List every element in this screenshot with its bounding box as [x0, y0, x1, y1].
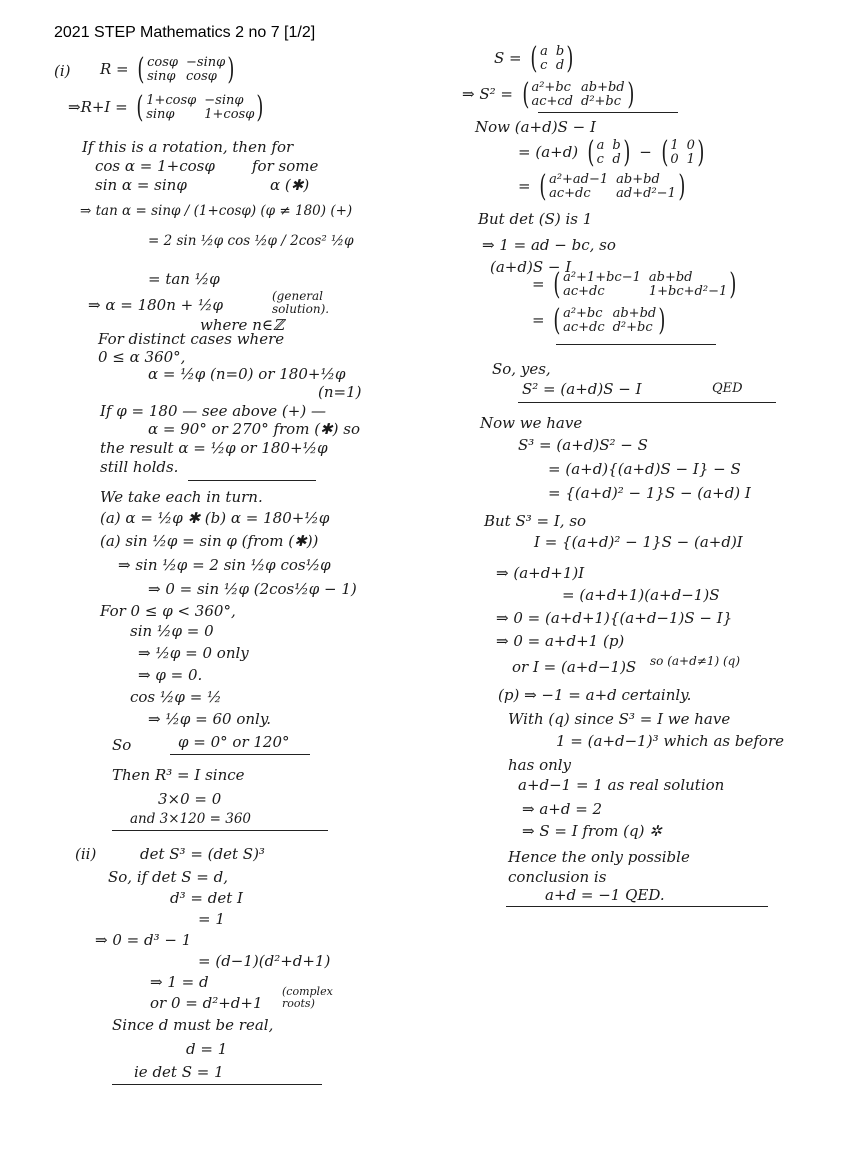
line: Since d must be real,: [112, 1016, 274, 1034]
matrix-R: ( cosφ −sinφ sinφ cosφ ): [137, 52, 235, 87]
line: d = 1: [186, 1040, 228, 1058]
line: With (q) since S³ = I we have: [508, 710, 731, 728]
matrix-cell: ab+bd: [612, 306, 657, 321]
line: ⇒ (a+d+1)I: [496, 564, 585, 582]
matrix-R-lhs: R =: [100, 60, 129, 78]
matrix-cell: cosφ: [186, 69, 217, 84]
matrix-cell: c: [540, 58, 548, 73]
matrix-r7-line: [532, 267, 741, 302]
line: ⇒ sin ½φ = 2 sin ½φ cos½φ: [118, 556, 331, 574]
matrix-S: ( a b c d ): [530, 41, 574, 76]
line-text: =: [532, 311, 545, 329]
matrix-RI-line: [68, 90, 268, 125]
matrix-RI-lhs: ⇒R+I =: [68, 98, 128, 116]
line: S³ = (a+d)S² − S: [518, 436, 648, 454]
line: Then R³ = I since: [112, 766, 245, 784]
matrix-r2-line: [518, 135, 709, 170]
line: I = {(a+d)² − 1}S − (a+d)I: [534, 533, 743, 551]
matrix-cell: 0: [686, 138, 695, 153]
matrix-R-line: [100, 52, 239, 87]
line: = 2 sin ½φ cos ½φ / 2cos² ½φ: [148, 233, 354, 249]
line-note: (complex roots): [282, 985, 333, 1010]
matrix-cell: ac+dc: [563, 284, 605, 299]
line: We take each in turn.: [100, 488, 263, 506]
line: for some: [252, 157, 319, 175]
line: ⇒ ½φ = 0 only: [138, 644, 249, 662]
line: (a) α = ½φ ✱ (b) α = 180+½φ: [100, 509, 330, 527]
matrix-cell: 1+bc+d²−1: [648, 284, 728, 299]
line: 1 = (a+d−1)³ which as before: [556, 732, 785, 750]
line-text: = (a+d): [518, 143, 579, 161]
line: φ = 0° or 120°: [178, 733, 290, 751]
line: Now we have: [480, 414, 583, 432]
line: ⇒ φ = 0.: [138, 666, 203, 684]
divider: [170, 754, 310, 755]
matrix-cell: a²+bc: [531, 80, 571, 95]
line-note: so (a+d≠1) (q): [650, 654, 740, 668]
line: α = 90° or 270° from (✱) so: [148, 420, 360, 438]
matrix-r3: ( a²+ad−1 ab+bd ac+dc ad+d²−1 ): [539, 169, 686, 204]
line: (n=1): [318, 383, 362, 401]
line: = (d−1)(d²+d+1): [198, 952, 331, 970]
matrix-S-line: [494, 41, 578, 76]
line: ⇒ a+d = 2: [522, 800, 603, 818]
line: α = ½φ (n=0) or 180+½φ: [148, 365, 346, 383]
line: = (a+d+1)(a+d−1)S: [562, 586, 720, 604]
matrix-cell: b: [555, 44, 565, 59]
matrix-cell: sinφ: [147, 69, 176, 84]
line: = {(a+d)² − 1}S − (a+d) I: [548, 484, 751, 502]
matrix-cell: −sinφ: [204, 93, 244, 108]
matrix-cell: a²+bc: [563, 306, 603, 321]
divider: [112, 1084, 322, 1085]
matrix-cell: 0: [670, 152, 679, 167]
line: = tan ½φ: [148, 270, 220, 288]
matrix-r8-line: [532, 303, 670, 338]
line-text: =: [518, 177, 531, 195]
line: ⇒ 0 = d³ − 1: [95, 931, 192, 949]
matrix-cell: d: [612, 152, 621, 167]
matrix-S2-line: [462, 77, 638, 112]
matrix-cell: b: [612, 138, 621, 153]
line: For distinct cases where: [98, 330, 285, 348]
divider: [538, 112, 678, 113]
line: Hence the only possible: [508, 848, 690, 866]
line: (a) sin ½φ = sin φ (from (✱)): [100, 532, 319, 550]
line: So: [112, 736, 132, 754]
matrix-cell: ac+cd: [531, 94, 573, 109]
matrix-cell: a²+ad−1: [549, 172, 609, 187]
matrix-cell: d²+bc: [612, 320, 653, 335]
line: = (a+d){(a+d)S − I} − S: [548, 460, 741, 478]
page-title: 2021 STEP Mathematics 2 no 7 [1/2]: [54, 24, 316, 41]
line: So, if det S = d,: [108, 868, 228, 886]
line: cos α = 1+cosφ: [95, 157, 215, 175]
matrix-cell: a: [596, 138, 605, 153]
minus-sign: −: [639, 143, 652, 161]
line: 3×0 = 0: [158, 790, 222, 808]
divider: [188, 480, 316, 481]
matrix-cell: a: [540, 44, 548, 59]
matrix-cell: d²+bc: [581, 94, 622, 109]
matrix-cell: 1+cosφ: [204, 107, 255, 122]
line: Now (a+d)S − I: [475, 118, 596, 136]
matrix-cell: c: [596, 152, 604, 167]
matrix-cell: ac+dc: [563, 320, 605, 335]
matrix-cell: ab+bd: [581, 80, 625, 95]
matrix-cell: ad+d²−1: [616, 186, 676, 201]
matrix-cell: cosφ: [147, 55, 179, 70]
line: = 1: [198, 910, 225, 928]
part-ii-label: (ii): [75, 845, 97, 863]
line: S² = (a+d)S − I: [522, 380, 642, 398]
line: or 0 = d²+d+1: [150, 994, 263, 1012]
line: (a+d)S − I: [490, 258, 572, 276]
line: ⇒ 1 = d: [150, 973, 209, 991]
matrix-S-copy: ( a b c d ): [587, 135, 631, 170]
line: and 3×120 = 360: [130, 811, 252, 827]
line: 0 ≤ α 360°,: [98, 348, 186, 366]
matrix-cell: ab+bd: [616, 172, 660, 187]
line: ⇒ 1 = ad − bc, so: [482, 236, 616, 254]
line: sin α = sinφ: [95, 176, 187, 194]
matrix-cell: a²+1+bc−1: [563, 270, 641, 285]
line: has only: [508, 756, 572, 774]
line: If φ = 180 — see above (+) —: [100, 402, 326, 420]
matrix-r8: ( a²+bc ab+bd ac+dc d²+bc ): [553, 303, 666, 338]
line: ⇒ 0 = (a+d+1){(a+d−1)S − I}: [496, 609, 733, 627]
matrix-RI: ( 1+cosφ −sinφ sinφ 1+cosφ ): [136, 90, 264, 125]
line: For 0 ≤ φ < 360°,: [100, 602, 236, 620]
line: ⇒ 0 = sin ½φ (2cos½φ − 1): [148, 580, 357, 598]
line: a+d = −1 QED.: [545, 886, 665, 904]
line: ⇒ α = 180n + ½φ: [88, 296, 224, 314]
qed-mark: QED: [712, 381, 743, 396]
matrix-cell: −sinφ: [186, 55, 226, 70]
line: α (✱): [270, 176, 310, 194]
line: But S³ = I, so: [484, 512, 587, 530]
line: the result α = ½φ or 180+½φ: [100, 439, 328, 457]
divider: [112, 830, 328, 831]
line: ⇒ S = I from (q) ✲: [522, 822, 662, 840]
line: cos ½φ = ½: [130, 688, 222, 706]
line-text: =: [532, 275, 545, 293]
line-note: (general solution).: [272, 289, 330, 316]
line: still holds.: [100, 458, 179, 476]
matrix-cell: 1: [686, 152, 695, 167]
matrix-S-lhs: S =: [494, 49, 522, 67]
line: ie det S = 1: [134, 1063, 224, 1081]
matrix-cell: ab+bd: [648, 270, 693, 285]
part-i-label: (i): [54, 62, 71, 80]
divider: [506, 906, 768, 907]
line: ⇒ 0 = a+d+1 (p): [496, 632, 625, 650]
matrix-cell: sinφ: [146, 107, 175, 122]
matrix-r7: ( a²+1+bc−1 ab+bd ac+dc 1+bc+d²−1 ): [553, 267, 737, 302]
divider: [518, 402, 776, 403]
line: But det (S) is 1: [478, 210, 593, 228]
line: where n∈ℤ: [200, 316, 284, 334]
matrix-cell: 1+cosφ: [146, 93, 197, 108]
matrix-cell: 1: [670, 138, 679, 153]
line: conclusion is: [508, 868, 607, 886]
line: a+d−1 = 1 as real solution: [518, 776, 725, 794]
line: ⇒ ½φ = 60 only.: [148, 710, 272, 728]
divider: [556, 344, 716, 345]
line: sin ½φ = 0: [130, 622, 214, 640]
line: (p) ⇒ −1 = a+d certainly.: [498, 686, 692, 704]
matrix-cell: ac+dc: [549, 186, 591, 201]
matrix-cell: d: [555, 58, 565, 73]
matrix-r3-line: [518, 169, 690, 204]
line: So, yes,: [492, 360, 551, 378]
line: or I = (a+d−1)S: [512, 658, 637, 676]
line: d³ = det I: [170, 889, 243, 907]
line: ⇒ tan α = sinφ / (1+cosφ) (φ ≠ 180) (+): [80, 203, 353, 219]
matrix-identity: ( 1 0 0 1 ): [660, 135, 705, 170]
matrix-S2-lhs: ⇒ S² =: [462, 85, 513, 103]
line: If this is a rotation, then for: [82, 138, 294, 156]
matrix-S2: ( a²+bc ab+bd ac+cd d²+bc ): [522, 77, 634, 112]
line: det S³ = (det S)³: [140, 845, 265, 863]
